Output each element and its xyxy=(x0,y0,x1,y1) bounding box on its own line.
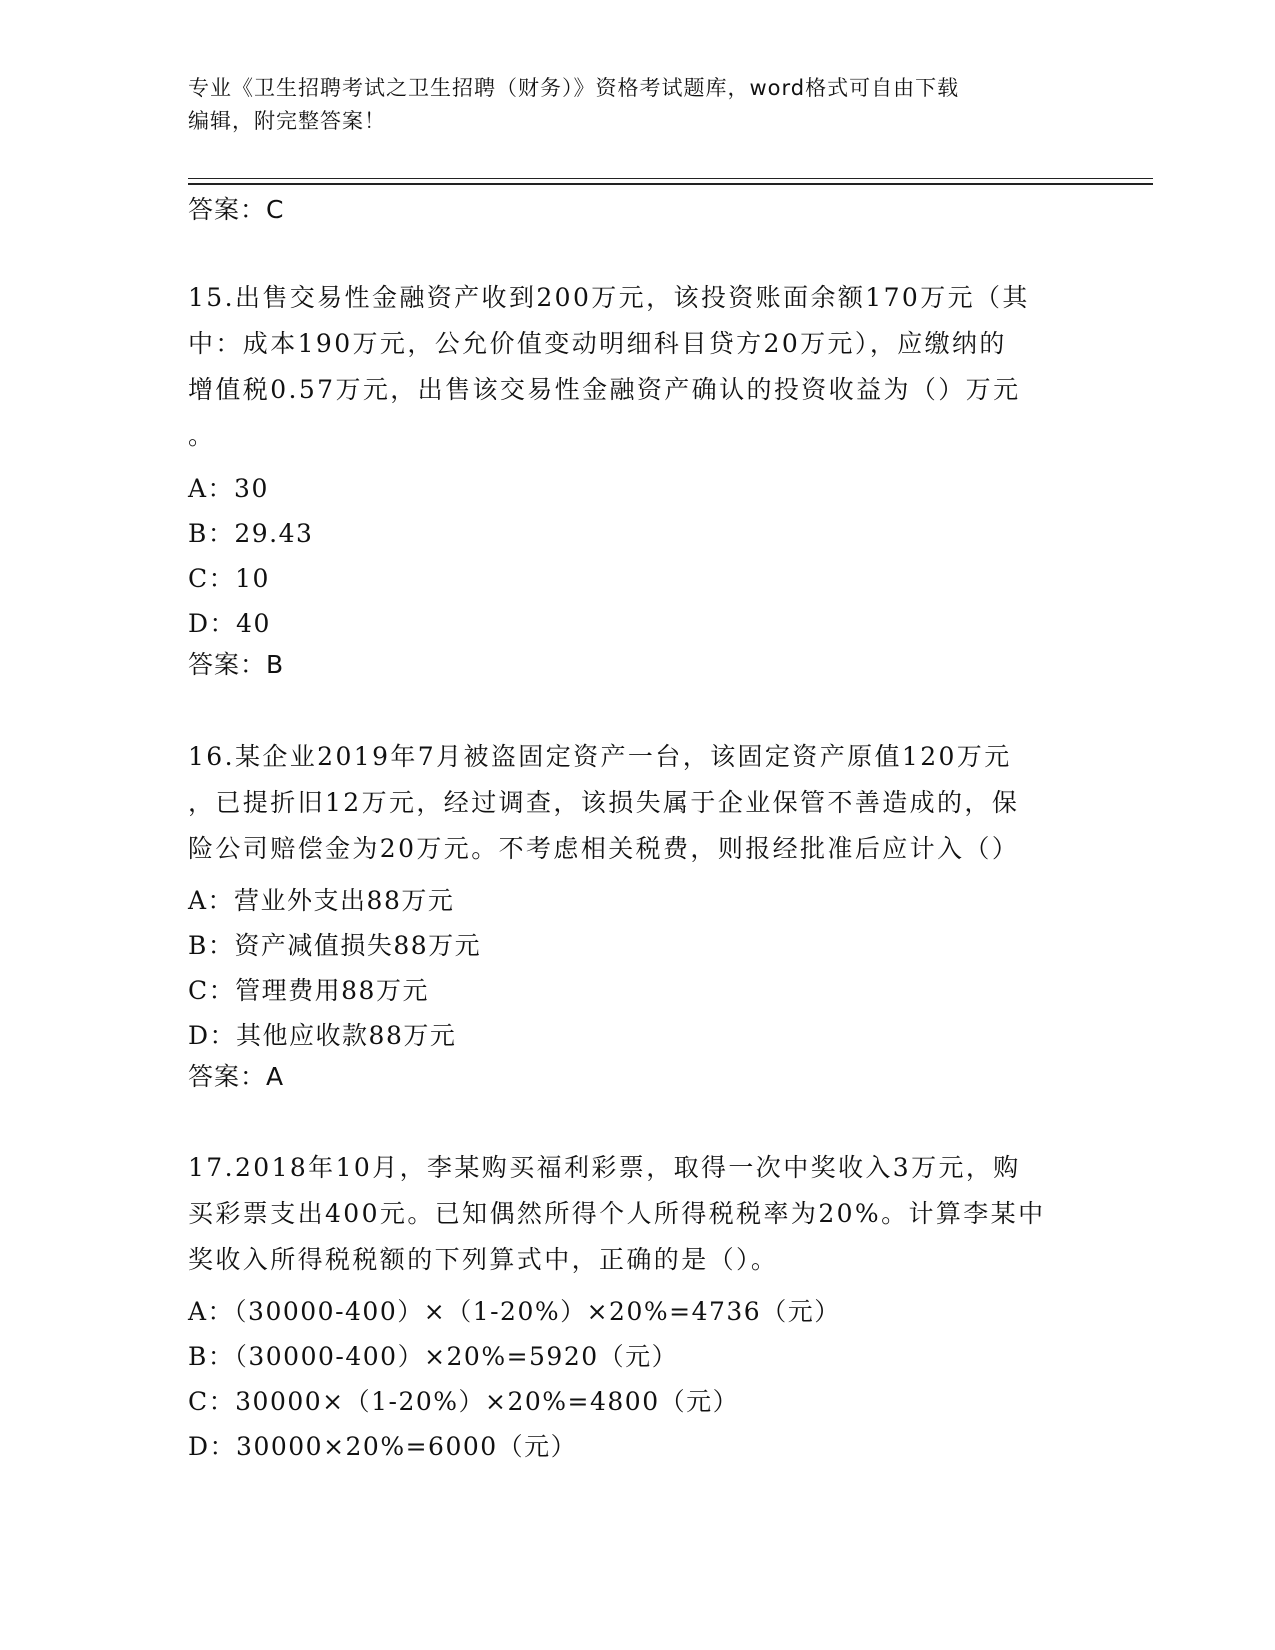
question-16-text xyxy=(188,734,1078,872)
question-16-line-1: 16.某企业2019年7月被盗固定资产一台，该固定资产原值120万元 xyxy=(188,742,1012,771)
header-line-1: 专业《卫生招聘考试之卫生招聘（财务）》资格考试题库，word格式可自由下载 xyxy=(188,76,960,100)
question-17-option-d: D：30000×20%=6000（元） xyxy=(188,1432,578,1461)
question-15-line-1: 15.出售交易性金融资产收到200万元，该投资账面余额170万元（其 xyxy=(188,283,1030,312)
question-15-answer: 答案：B xyxy=(188,650,285,679)
question-15-line-4: 。 xyxy=(188,421,216,450)
question-16-option-a: A：营业外支出88万元 xyxy=(188,886,455,915)
document-header xyxy=(188,72,1068,138)
question-17-line-3: 奖收入所得税税额的下列算式中，正确的是（）。 xyxy=(188,1245,779,1274)
question-17-line-2: 买彩票支出400元。已知偶然所得个人所得税税率为20%。计算李某中 xyxy=(188,1199,1046,1228)
question-17-option-c: C：30000×（1-20%）×20%=4800（元） xyxy=(188,1387,740,1416)
question-15-option-d: D：40 xyxy=(188,609,271,638)
question-16-option-b: B：资产减值损失88万元 xyxy=(188,931,482,960)
header-line-2: 编辑，附完整答案！ xyxy=(188,109,386,133)
question-17-option-b: B：（30000-400）×20%=5920（元） xyxy=(188,1342,679,1371)
question-15-text xyxy=(188,275,1078,459)
question-17-line-1: 17.2018年10月，李某购买福利彩票，取得一次中奖收入3万元，购 xyxy=(188,1153,1021,1182)
question-15-option-b: B：29.43 xyxy=(188,519,314,548)
question-16-option-d: D：其他应收款88万元 xyxy=(188,1021,457,1050)
question-15-option-c: C：10 xyxy=(188,564,270,593)
question-17-text xyxy=(188,1145,1078,1283)
header-divider-thick xyxy=(188,183,1153,185)
question-15-option-a: A：30 xyxy=(188,474,269,503)
question-16-option-c: C：管理费用88万元 xyxy=(188,976,429,1005)
question-16-line-2: ，已提折旧12万元，经过调查，该损失属于企业保管不善造成的，保 xyxy=(188,788,1020,817)
question-15-line-3: 增值税0.57万元，出售该交易性金融资产确认的投资收益为（）万元 xyxy=(188,375,1021,404)
question-16-line-3: 险公司赔偿金为20万元。不考虑相关税费，则报经批准后应计入（） xyxy=(188,834,1020,863)
question-17-option-a: A：（30000-400）×（1-20%）×20%=4736（元） xyxy=(188,1297,841,1326)
question-15-line-2: 中：成本190万元，公允价值变动明细科目贷方20万元），应缴纳的 xyxy=(188,329,1007,358)
header-divider-thin xyxy=(188,178,1153,179)
previous-answer: 答案：C xyxy=(188,195,285,224)
question-16-answer: 答案：A xyxy=(188,1062,285,1091)
